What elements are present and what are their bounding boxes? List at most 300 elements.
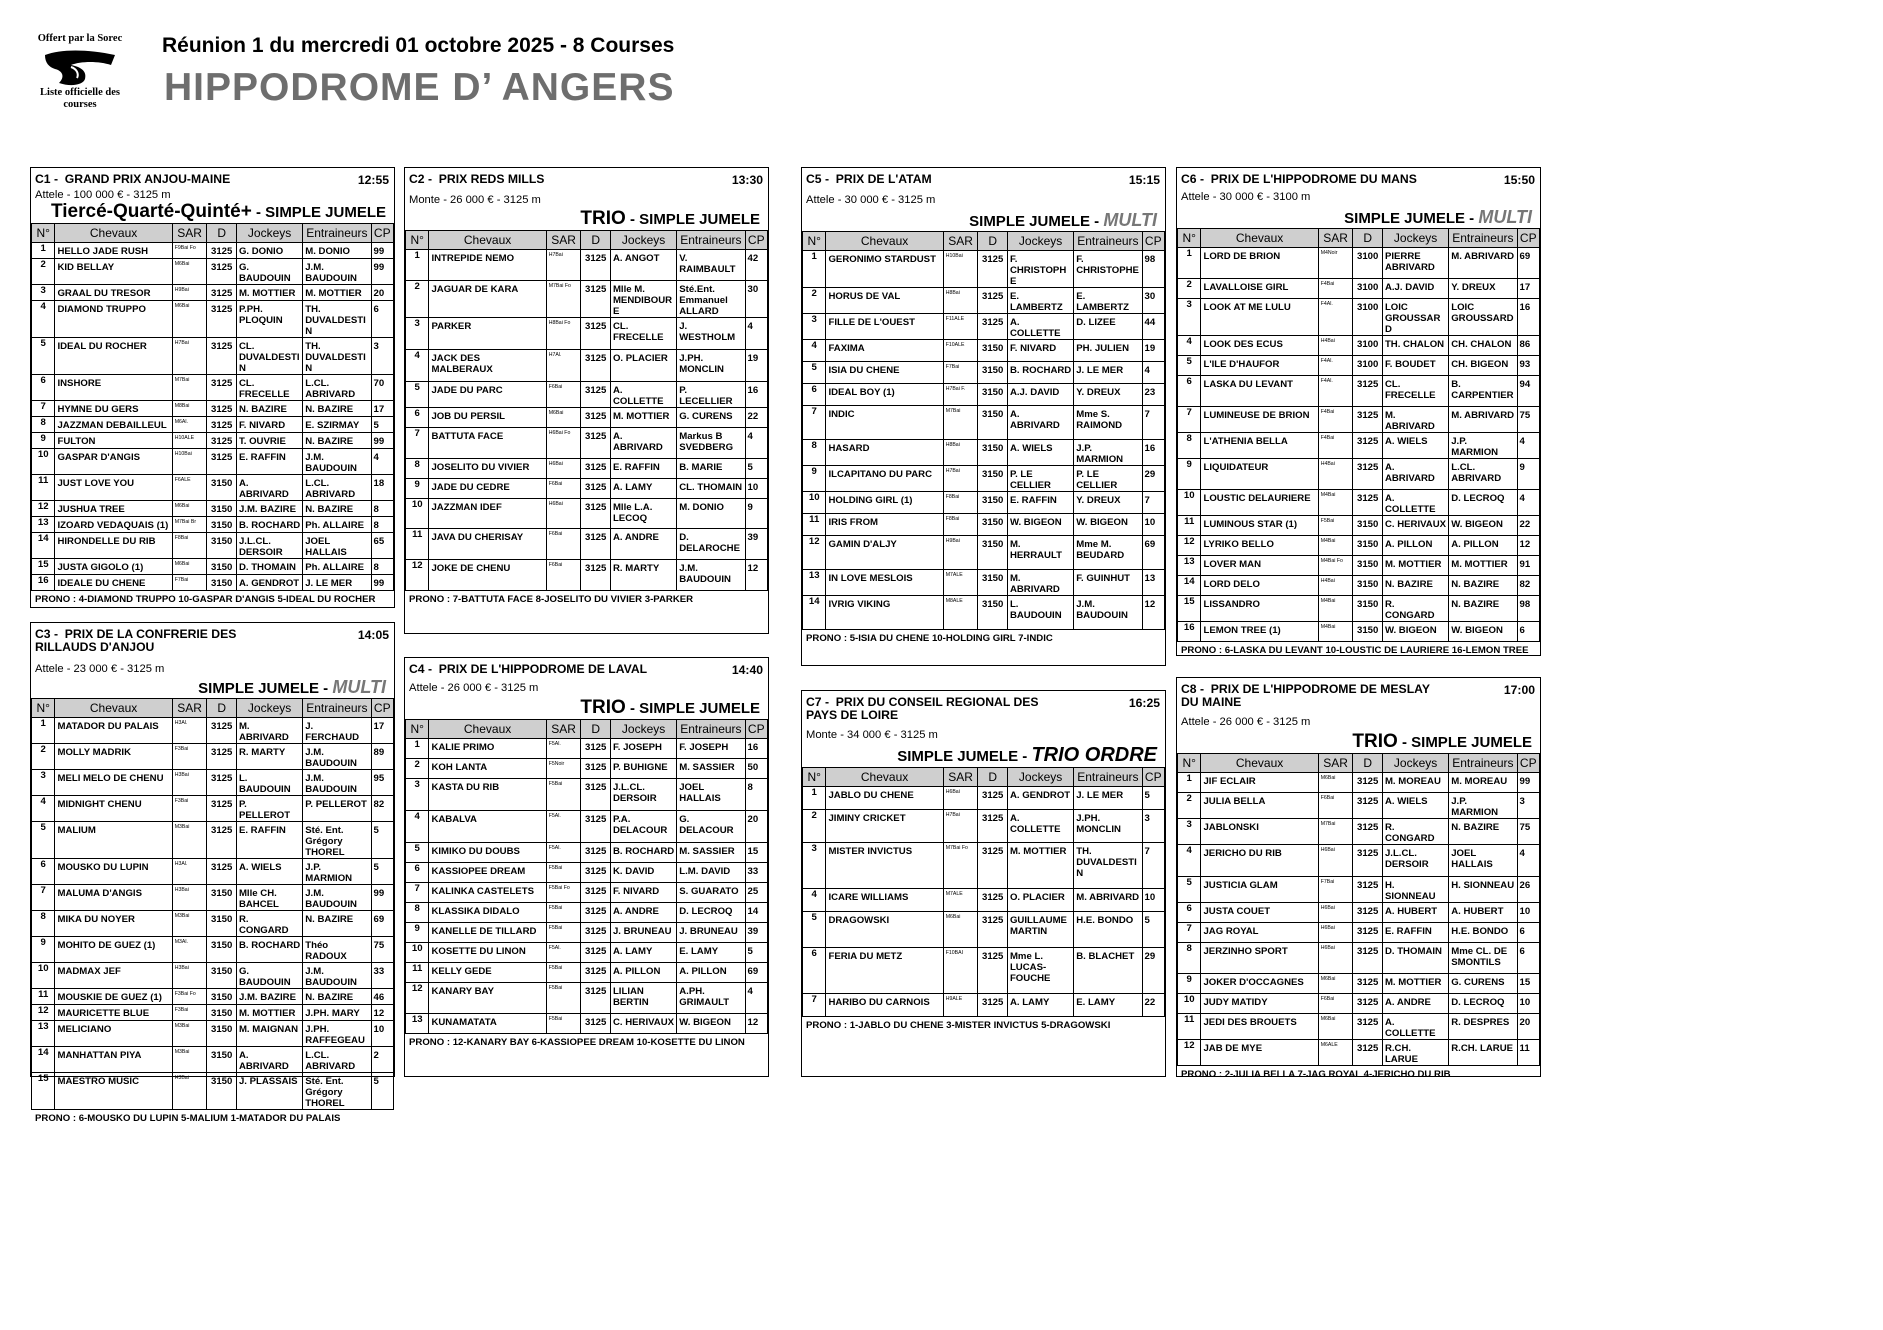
trainer: D. DELAROCHE [677,529,745,560]
horse-name: LAVALLOISE GIRL [1201,279,1318,299]
col-dist: D [978,232,1008,251]
trainer: V. RAIMBAULT [677,250,745,281]
trainer: CH. CHALON [1449,336,1517,356]
col-dist: D [581,720,611,739]
horse-sar: F8Bai [943,514,978,536]
horse-name: IDEALE DU CHENE [55,575,172,591]
runner-number: 5 [803,362,826,384]
horse-name: ISIA DU CHENE [826,362,943,384]
distance: 3125 [581,350,611,382]
distance: 3125 [1353,490,1383,516]
horse-name: MALIUM [55,822,172,859]
horse-sar: M7Bai Fo [546,281,581,318]
horse-sar: H3Bai [172,770,207,796]
horse-name: KOSETTE DU LINON [429,943,546,963]
jockey: R. MARTY [236,744,302,770]
table-header [32,699,394,718]
trainer: S. GUARATO [677,883,745,903]
trainer: J.M. BAUDOUIN [303,885,371,911]
runner-row [1178,376,1540,407]
runner-number: 1 [1178,248,1201,279]
distance: 3125 [207,301,237,338]
distance: 3125 [581,479,611,499]
horse-sar: F6Bai [1318,994,1353,1014]
cote: 99 [371,259,393,285]
bet-type: MULTI [332,677,386,697]
trainer: Sté.Ent. Emmanuel ALLARD [677,281,745,318]
runner-row [1178,279,1540,299]
jockey: CL. FRECELLE [1382,376,1448,407]
horse-name: JUDY MATIDY [1201,994,1318,1014]
trainer: F. GUINHUT [1074,570,1142,596]
runner-row [32,285,394,301]
col-trainer: Entraineurs [1074,768,1142,787]
distance: 3125 [1353,974,1383,994]
col-horse: Chevaux [1201,754,1318,773]
col-sar: SAR [1318,754,1353,773]
cote: 86 [1517,336,1539,356]
runner-number: 5 [406,843,429,863]
bet-type: - SIMPLE JUMELE [625,700,760,717]
horse-sar: M8ALE [943,596,978,630]
jockey: D. THOMAIN [236,559,302,575]
runner-row [406,739,768,759]
runner-number: 6 [406,863,429,883]
jockey: T. OUVRIE [236,433,302,449]
col-horse: Chevaux [55,699,172,718]
horse-name: MAESTRO MUSIC [55,1073,172,1110]
runner-row [1178,877,1540,903]
horse-name: LOOK DES ECUS [1201,336,1318,356]
runner-row [32,433,394,449]
jockey: TH. CHALON [1382,336,1448,356]
runner-number: 1 [32,243,55,259]
race-name: C6 - PRIX DE L'HIPPODROME DU MANS [1181,172,1417,186]
runner-row [803,596,1165,630]
bet-type: TRIO [580,208,626,229]
trainer: TH. DUVALDESTI N [303,301,371,338]
runner-number: 5 [32,822,55,859]
race-time: 17:00 [1503,683,1535,697]
jockey: Mlle M. MENDIBOURE [610,281,676,318]
runner-number: 8 [32,911,55,937]
cote: 11 [1517,1040,1539,1066]
trainer: J.M. BAUDOUIN [303,744,371,770]
distance: 3125 [978,288,1008,314]
trainer: W. BIGEON [1449,622,1517,642]
horse-name: JAG ROYAL [1201,923,1318,943]
race-name: C2 - PRIX REDS MILLS [409,172,545,186]
runner-number: 13 [406,1014,429,1034]
horse-name: FULTON [55,433,172,449]
horse-sar: H7Bai [943,466,978,492]
runner-row [32,559,394,575]
horse-sar: F7Bai [1318,877,1353,903]
horse-name: LUMINEUSE DE BRION [1201,407,1318,433]
col-num: N° [1178,229,1201,248]
runner-row [406,459,768,479]
race-name: C5 - PRIX DE L'ATAM [806,172,932,186]
runner-row [803,251,1165,288]
horse-sar: H3Al. [172,718,207,744]
runner-row [803,406,1165,440]
horse-sar: M3Al. [172,937,207,963]
runner-number: 12 [1178,1040,1201,1066]
horse-sar: F6Bai [546,560,581,591]
table-header [32,224,394,243]
runner-row [32,822,394,859]
runner-row [1178,336,1540,356]
runner-number: 8 [1178,433,1201,459]
cote: 3 [371,338,393,375]
runner-row [803,843,1165,889]
runners-table [31,698,394,1110]
runner-number: 8 [32,417,55,433]
jockey: E. RAFFIN [1007,492,1073,514]
horse-name: KLASSIKA DIDALO [429,903,546,923]
runner-row [406,499,768,529]
trainer: F. JOSEPH [677,739,745,759]
runner-row [803,384,1165,406]
horse-name: JADE DU PARC [429,382,546,408]
bet-types [802,744,1165,767]
jockey: P. BUHIGNE [610,759,676,779]
trainer: M. ABRIVARD [1074,889,1142,912]
runner-number: 7 [406,428,429,459]
distance: 3125 [978,889,1008,912]
runner-number: 12 [32,501,55,517]
runner-row [406,281,768,318]
jockey: G. BAUDOUIN [236,259,302,285]
jockey: LILIAN BERTIN [610,983,676,1014]
horse-name: ILCAPITANO DU PARC [826,466,943,492]
trainer: G. CURENS [1449,974,1517,994]
prono-line: PRONO : 12-KANARY BAY 6-KASSIOPEE DREAM 10-KOSETTE DU LINON [409,1037,745,1048]
runner-row [406,903,768,923]
cote: 82 [371,796,393,822]
trainer: M. MOREAU [1449,773,1517,793]
horse-sar: H10Bai [943,251,978,288]
runner-number: 10 [803,492,826,514]
distance: 3125 [207,433,237,449]
runner-row [406,408,768,428]
jockey: A. ANDRE [610,903,676,923]
jockey: A. WIELS [1007,440,1073,466]
cote: 19 [1142,340,1164,362]
cote: 29 [1142,948,1164,994]
trainer: Mme S. RAIMOND [1074,406,1142,440]
horse-sar: F8Bai [172,533,207,559]
runner-number: 8 [406,903,429,923]
horse-name: GASPAR D'ANGIS [55,449,172,475]
runner-number: 12 [1178,536,1201,556]
horse-name: LIQUIDATEUR [1201,459,1318,490]
jockey: R. CONGARD [236,911,302,937]
horse-sar: F8Bai [943,492,978,514]
cote: 6 [371,301,393,338]
runner-number: 5 [32,338,55,375]
jockey: A. ABRIVARD [236,1047,302,1073]
distance: 3125 [581,843,611,863]
runner-row [406,382,768,408]
runner-number: 12 [803,536,826,570]
col-num: N° [32,224,55,243]
horse-name: LISSANDRO [1201,596,1318,622]
trainer: A.PH. GRIMAULT [677,983,745,1014]
horse-sar: H4Bai [1318,576,1353,596]
trainer: Sté. Ent. Grégory THOREL [303,1073,371,1110]
runner-number: 14 [1178,576,1201,596]
table-header [406,720,768,739]
horse-sar: M4Bai [1318,490,1353,516]
runner-number: 6 [1178,903,1201,923]
cote: 18 [371,475,393,501]
runner-row [406,843,768,863]
trainer: P. LECELLIER [677,382,745,408]
prono-line: PRONO : 4-DIAMOND TRUPPO 10-GASPAR D'ANGIS 5-IDEAL DU ROCHER [35,594,376,605]
runner-number: 7 [32,401,55,417]
runner-number: 7 [406,883,429,903]
horse-name: HOLDING GIRL (1) [826,492,943,514]
horse-name: MOLLY MADRIK [55,744,172,770]
bet-types [1177,731,1540,753]
runner-row [1178,516,1540,536]
bet-type: SIMPLE JUMELE [897,748,1019,765]
horse-name: IN LOVE MESLOIS [826,570,943,596]
runner-row [803,948,1165,994]
jockey: LOIC GROUSSARD [1382,299,1448,336]
horse-name: MELICIANO [55,1021,172,1047]
trainer: P. LE CELLIER [1074,466,1142,492]
runner-row [803,889,1165,912]
cote: 70 [371,375,393,401]
cote: 12 [745,560,767,591]
bet-type: - [1090,213,1104,230]
horse-name: FILLE DE L'OUEST [826,314,943,340]
jockey: A. HUBERT [1382,903,1448,923]
prono-line: PRONO : 7-BATTUTA FACE 8-JOSELITO DU VIVIER 3-PARKER [409,594,694,605]
cote: 16 [1142,440,1164,466]
cote: 6 [1517,622,1539,642]
jockey: A. LAMY [610,943,676,963]
trainer: J.P. MARMION [1449,433,1517,459]
jockey: J.M. BAZIRE [236,501,302,517]
horse-sar: F4Al. [1318,356,1353,376]
horse-sar: F9Bai Fo [172,243,207,259]
jockey: J. PLASSAIS [236,1073,302,1110]
cote: 23 [1142,384,1164,406]
cote: 10 [1142,889,1164,912]
jockey: Mlle CH. BAHCEL [236,885,302,911]
horse-sar: M7Bai Fo [943,843,978,889]
runner-number: 5 [803,912,826,948]
jockey: E. RAFFIN [236,822,302,859]
runner-number: 12 [32,1005,55,1021]
horse-sar: H6Bai Fo [546,428,581,459]
distance: 3125 [207,375,237,401]
race-conditions: Attele - 26 000 € - 3125 m [1181,716,1311,728]
runner-number: 11 [1178,1014,1201,1040]
distance: 3125 [207,259,237,285]
distance: 3125 [978,251,1008,288]
distance: 3150 [978,340,1008,362]
bet-type: - SIMPLE JUMELE [625,211,760,228]
jockey: Mme L. LUCAS-FOUCHE [1007,948,1073,994]
runner-row [406,318,768,350]
horse-sar: F3Bai [172,1005,207,1021]
runner-row [1178,407,1540,433]
distance: 3125 [581,739,611,759]
runner-number: 16 [32,575,55,591]
col-cp: CP [1517,754,1539,773]
table-header [406,231,768,250]
horse-name: LYRIKO BELLO [1201,536,1318,556]
jockey: N. BAZIRE [1382,576,1448,596]
runner-number: 11 [406,529,429,560]
distance: 3125 [581,408,611,428]
runner-number: 6 [803,948,826,994]
col-num: N° [1178,754,1201,773]
bet-types [405,697,768,719]
horse-sar: F4Bai [1318,407,1353,433]
horse-name: LOUSTIC DELAURIERE [1201,490,1318,516]
runner-number: 2 [803,810,826,843]
runner-row [1178,299,1540,336]
runner-row [32,989,394,1005]
trainer: J.P. MARMION [303,859,371,885]
col-dist: D [581,231,611,250]
race-conditions: Attele - 30 000 € - 3100 m [1181,191,1311,203]
distance: 3125 [1353,376,1383,407]
distance: 3125 [581,281,611,318]
bet-type: SIMPLE JUMELE [198,680,319,697]
distance: 3150 [978,466,1008,492]
trainer: J. WESTHOLM [677,318,745,350]
cote: 69 [371,911,393,937]
trainer: J.M. BAUDOUIN [677,560,745,591]
runner-row [1178,923,1540,943]
cote: 9 [745,499,767,529]
cote: 10 [1517,994,1539,1014]
distance: 3100 [1353,279,1383,299]
distance: 3150 [1353,576,1383,596]
race-time: 13:30 [731,173,763,187]
jockey: A. ABRIVARD [236,475,302,501]
trainer: A. HUBERT [1449,903,1517,923]
cote: 69 [745,963,767,983]
runner-number: 13 [1178,556,1201,576]
trainer: D. LECROQ [1449,490,1517,516]
trainer: Sté. Ent. Grégory THOREL [303,822,371,859]
runner-number: 9 [803,466,826,492]
jockey: H. SIONNEAU [1382,877,1448,903]
runner-number: 9 [32,937,55,963]
distance: 3125 [1353,773,1383,793]
horse-name: JEDI DES BROUETS [1201,1014,1318,1040]
distance: 3125 [207,285,237,301]
cote: 42 [745,250,767,281]
horse-name: MALUMA D'ANGIS [55,885,172,911]
horse-name: INSHORE [55,375,172,401]
horse-sar: M3Bai [172,1047,207,1073]
runner-row [803,570,1165,596]
cote: 82 [1517,576,1539,596]
jockey: F. NIVARD [236,417,302,433]
jockey: E. RAFFIN [1382,923,1448,943]
cote: 20 [1517,1014,1539,1040]
cote: 14 [745,903,767,923]
horse-name: JOKER D'OCCAGNES [1201,974,1318,994]
runner-number: 4 [1178,845,1201,877]
runner-row [1178,1040,1540,1066]
trainer: M. MOTTIER [1449,556,1517,576]
horse-sar: F5Al. [546,943,581,963]
runner-row [406,811,768,843]
distance: 3125 [581,923,611,943]
horse-name: JABLONSKI [1201,819,1318,845]
cote: 4 [1517,845,1539,877]
jockey: A. COLLETTE [1007,314,1073,340]
cote: 25 [745,883,767,903]
runner-row [406,863,768,883]
col-cp: CP [745,231,767,250]
runner-row [803,912,1165,948]
jockey: A. WIELS [1382,793,1448,819]
horse-name: FERIA DU METZ [826,948,943,994]
horse-name: GAMIN D'ALJY [826,536,943,570]
horse-name: HORUS DE VAL [826,288,943,314]
distance: 3150 [207,501,237,517]
col-sar: SAR [943,232,978,251]
runner-number: 2 [406,759,429,779]
cote: 94 [1517,376,1539,407]
jockey: CL. FRECELLE [610,318,676,350]
runner-row [32,401,394,417]
cote: 30 [745,281,767,318]
jockey: A.J. DAVID [1007,384,1073,406]
horse-name: JAVA DU CHERISAY [429,529,546,560]
bet-type: - [1465,210,1479,227]
horse-sar: H3Al. [172,859,207,885]
cote: 99 [371,433,393,449]
cote: 20 [371,285,393,301]
jockey: M. MOTTIER [610,408,676,428]
distance: 3150 [978,440,1008,466]
distance: 3125 [978,810,1008,843]
distance: 3100 [1353,336,1383,356]
horse-sar: F5Bai Fo [546,883,581,903]
trainer: J. FERCHAUD [303,718,371,744]
runner-number: 1 [803,787,826,810]
runner-number: 7 [32,885,55,911]
distance: 3125 [207,243,237,259]
cote: 5 [371,417,393,433]
horse-sar: H6Bai [546,459,581,479]
horse-sar: M6Bai [172,559,207,575]
trainer: N. BAZIRE [1449,596,1517,622]
table-header [803,232,1165,251]
horse-name: JUSTA GIGOLO (1) [55,559,172,575]
bet-type: SIMPLE JUMELE [1344,210,1465,227]
race-card-c3 [30,622,395,1124]
distance: 3125 [581,318,611,350]
col-jockey: Jockeys [236,699,302,718]
trainer: Mme M. BEUDARD [1074,536,1142,570]
runner-number: 2 [1178,793,1201,819]
jockey: A. WIELS [236,859,302,885]
distance: 3125 [1353,943,1383,974]
distance: 3125 [978,994,1008,1017]
